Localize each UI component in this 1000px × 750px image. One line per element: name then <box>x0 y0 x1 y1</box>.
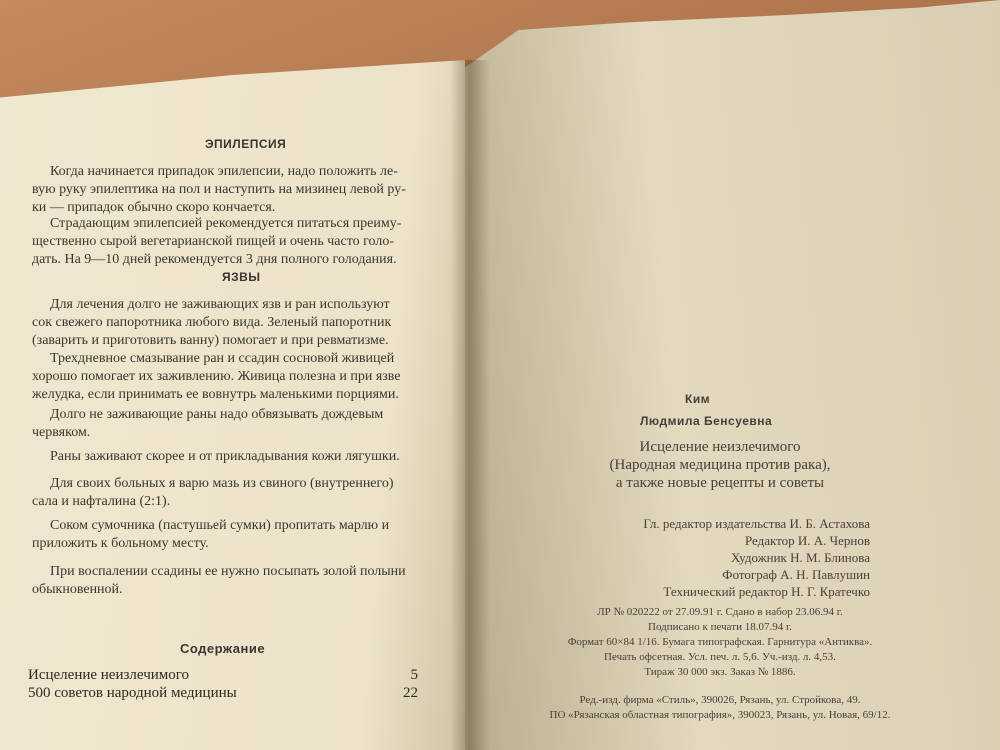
title-line: а также новые рецепты и советы <box>615 475 825 491</box>
author-surname: Ким <box>685 392 711 406</box>
toc-title: Исцеление неизлечимого <box>28 667 190 683</box>
text-line: Страдающим эпилепсией рекомендуется питаться преиму- <box>50 216 402 231</box>
toc-page: 22 <box>403 685 418 701</box>
ulcers-paragraph-6 <box>32 517 432 553</box>
heading-ulcers: ЯЗВЫ <box>222 270 261 284</box>
imprint-line: Тираж 30 000 экз. Заказ № 1886. <box>644 666 796 678</box>
credit-line: Технический редактор Н. Г. Кратечко <box>663 584 870 599</box>
text-line: червяком. <box>32 425 91 440</box>
text-line: дать. На 9—10 дней рекомендуется 3 дня полного голодания. <box>32 252 397 267</box>
text-line: вую руку эпилептика на пол и наступить на мизинец левой ру- <box>32 182 406 197</box>
text-line: сала и нафталина (2:1). <box>32 494 171 509</box>
ulcers-paragraph-3 <box>32 406 432 442</box>
text-line: хорошо помогает их заживлению. Живица полезна и при язве <box>32 369 401 384</box>
text-line: При воспалении ссадины ее нужно посыпать золой полыни <box>50 564 406 579</box>
toc-row <box>28 685 418 702</box>
toc-page: 5 <box>410 667 418 683</box>
heading-epilepsy: ЭПИЛЕПСИЯ <box>205 137 287 151</box>
imprint-line: Печать офсетная. Усл. печ. л. 5,6. Уч.-изд. л. 4,53. <box>604 651 836 663</box>
text-line: (заварить и приготовить ванну) помогает и при ревматизме. <box>32 333 389 348</box>
imprint-line: ЛР № 020222 от 27.09.91 г. Сдано в набор 23.06.94 г. <box>597 606 843 618</box>
ulcers-paragraph-1 <box>32 296 432 350</box>
toc-row <box>28 667 418 684</box>
epilepsy-paragraph-1 <box>32 163 432 217</box>
text-line: Долго не заживающие раны надо обвязывать дождевым <box>50 407 384 422</box>
toc-heading: Содержание <box>180 641 266 656</box>
credit-line: Гл. редактор издательства И. Б. Астахова <box>643 516 870 531</box>
epilepsy-paragraph-2 <box>32 215 432 269</box>
text-line: сок свежего папоротника любого вида. Зеленый папоротник <box>32 315 392 330</box>
book-gutter <box>450 60 490 750</box>
text-line: Для своих больных я варю мазь из свиного (внутреннего) <box>50 476 394 491</box>
author-fullname: Людмила Бенсуевна <box>640 414 773 428</box>
text-line: щественно сырой вегетарианской пищей и очень часто голо- <box>32 234 395 249</box>
ulcers-paragraph-2 <box>32 350 432 404</box>
imprint-line: Подписано к печати 18.07.94 г. <box>648 621 792 633</box>
title-line: Исцеление неизлечимого <box>639 439 801 455</box>
imprint-block <box>520 605 920 680</box>
text-line: приложить к больному месту. <box>32 536 209 551</box>
publisher-block <box>500 693 940 723</box>
credit-line: Редактор И. А. Чернов <box>744 533 870 548</box>
text-line: Трехдневное смазывание ран и ссадин сосновой живицей <box>50 351 395 366</box>
imprint-line: Формат 60×84 1/16. Бумага типографская. Гарнитура «Антиква». <box>567 636 873 648</box>
text-line: обыкновенной. <box>32 582 123 597</box>
text-line: Для лечения долго не заживающих язв и ран используют <box>50 297 390 312</box>
text-line: ки — припадок обычно скоро кончается. <box>32 200 276 215</box>
book-title <box>560 438 880 492</box>
publisher-line: ПО «Рязанская областная типография», 390023, Рязань, ул. Новая, 69/12. <box>549 709 891 721</box>
text-line: Раны заживают скорее и от прикладывания кожи лягушки. <box>50 449 400 464</box>
ulcers-paragraph-5 <box>32 475 432 511</box>
toc-title: 500 советов народной медицины <box>28 685 237 701</box>
credit-line: Фотограф А. Н. Павлушин <box>722 567 870 582</box>
ulcers-paragraph-7 <box>32 563 432 599</box>
credit-line: Художник Н. М. Блинова <box>730 550 870 565</box>
text-line: Когда начинается припадок эпилепсии, надо положить ле- <box>50 164 398 179</box>
title-line: (Народная медицина против рака), <box>609 457 831 473</box>
text-line: Соком сумочника (пастушьей сумки) пропитать марлю и <box>50 518 390 533</box>
publisher-line: Ред.-изд. фирма «Стиль», 390026, Рязань, ул. Стройкова, 49. <box>579 694 861 706</box>
text-line: желудка, если принимать ее вовнутрь маленькими порциями. <box>32 387 399 402</box>
credits-block <box>570 515 870 600</box>
ulcers-paragraph-4 <box>32 448 432 466</box>
